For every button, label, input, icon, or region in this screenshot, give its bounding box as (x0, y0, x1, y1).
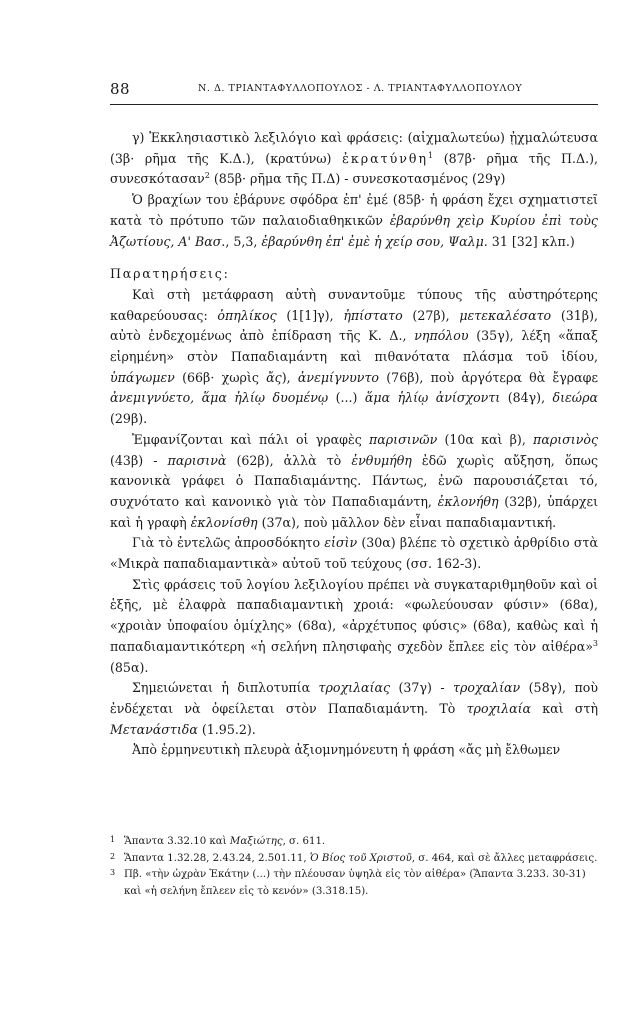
footnote-number: 2 (110, 851, 116, 861)
section-heading-observations: Παρατηρήσεις: (110, 266, 230, 282)
footnote-ref-1: 1 (428, 150, 434, 160)
paragraph-eisin: Γιὰ τὸ ἐντελῶς ἀπροσδόκητο εἰσὶν (30α) βλέπε τὸ σχετικὸ ἀρθρίδιο στὰ «Μικρὰ παπαδιαμαντικὰ» αὐτοῦ τοῦ τεύχους (σσ. 162-3). (110, 535, 598, 572)
footnote-3: 3 Πβ. «τὴν ὠχρὰν Ἑκάτην (...) τὴν πλέουσαν ὑψηλὰ εἰς τὸν αἰθέρα» (Ἅπαντα 3.233. 30-31) καὶ «ἡ σελήνη ἔπλεεν εἰς τὸ κενόν» (3.318.15). (110, 867, 598, 900)
footnote-ref-3: 3 (592, 638, 598, 648)
footnotes (110, 834, 598, 900)
footnote-1: 1 Ἅπαντα 3.32.10 καὶ Μαξιώτης, σ. 611. (110, 834, 598, 851)
body-text (110, 128, 598, 761)
footnote-number: 3 (110, 868, 116, 877)
paragraph-learned-phrases: Στὶς φράσεις τοῦ λογίου λεξιλογίου πρέπει νὰ συγκαταριθμηθοῦν καὶ οἱ ἑξῆς, μὲ ἐλαφρὰ παπαδιαμαντικὴ χροιά: «φωλεύουσαν φύσιν» (68α), «χροιὰν ὑποφαίου ὁμίχλης» (68α), «ἀρχέτυπος φύσις» (68α), καθὼς καὶ ἡ παπαδιαμαντικότερη «ἡ σελήνη πλησιφαὴς σχεδὸν ἔπλεε εἰς τὸν αἰθέρα»$^3$ (85α). (110, 576, 598, 675)
footnote-ref-2: 2 (204, 171, 210, 181)
page-number: 88 (110, 80, 131, 98)
footnote-number: 1 (110, 835, 116, 844)
running-head: Ν. Δ. ΤΡΙΑΝΤΑΦΥΛΛΟΠΟΥΛΟΣ - Λ. ΤΡΙΑΝΤΑΦΥΛΛΟΠΟΥΛΟΥ (198, 83, 523, 94)
paragraph-katharevousa-forms: Καὶ στὴ μετάφραση αὐτὴ συναντοῦμε τύπους τῆς αὐστηρότερης καθαρεύουσας: ὀπηλίκος (1[1]γ), ἠπίστατο (27β), μετεκαλέσατο (31β), αὐτὸ ἐνδεχομένως ἀπὸ ἐπίδραση τῆς Κ. Δ., νηπόλου (35γ), λέξη «ἅπαξ εἰρημένη» στὸν Παπαδιαμάντη καὶ πιθανότατα πλάσμα τοῦ ἰδίου, ὑπάγωμεν (66β· χωρὶς ἄς), ἀνεμίγνυντο (76β), ποὺ ἀργότερα θὰ ἔγραφε ἀνεμιγνύετο, ἅμα ἡλίῳ δυομένῳ (...) ἅμα ἡλίῳ ἀνίσχοντι (84γ), διεώρα (29β). (110, 286, 599, 427)
paragraph-ecclesiastical-vocabulary: γ) Ἐκκλησιαστικὸ λεξιλόγιο καὶ φράσεις: (αἰχμαλωτεύω) ᾐχμαλώτευσα (3β· ρῆμα τῆς Κ.Δ.), (κρατύνω) ἐκρατύνθη$^1$ (87β· ρῆμα τῆς Π.Δ.), συνεσκότασαν$^2$ (85β· ρῆμα τῆς Π.Δ) - συνεσκοτασμένος (29γ) (110, 130, 598, 187)
paragraph-interpretive: Ἀπὸ ἑρμηνευτικὴ πλευρὰ ἀξιομνημόνευτη ἡ φράση «ἄς μὴ ἔλθωμεν (132, 742, 561, 758)
paragraph-brachion-phrase: Ὁ βραχίων του ἐβάρυνε σφόδρα ἐπ' ἐμέ (85β· ἡ φράση ἔχει σχηματιστεῖ κατὰ τὸ πρότυπο τῶν παλαιοδιαθηκικῶν ἐβαρύνθη χεὶρ Κυρίου ἐπὶ τοὺς Ἀζωτίους, Α' Βασ., 5,3, ἐβαρύνθη ἐπ' ἐμὲ ἡ χείρ σου, Ψαλμ. 31 [32] κλπ.) (110, 192, 598, 249)
footnote-2: 2 Ἅπαντα 1.32.28, 2.43.24, 2.501.11, Ὁ Βίος τοῦ Χριστοῦ, σ. 464, καὶ σὲ ἄλλες μεταφράσεις. (110, 851, 598, 868)
page-header (110, 80, 598, 105)
paragraph-spelling-variants: Ἐμφανίζονται καὶ πάλι οἱ γραφὲς παρισινῶν (10α καὶ β), παρισινὸς (43β) - παρισινὰ (62β), ἀλλὰ τὸ ἐνθυμήθη ἐδῶ χωρὶς αὔξηση, ὅπως κανονικὰ γράφει ὁ Παπαδιαμάντης. Πάντως, ἐνῶ παρουσιάζεται τό, συχνότατο καὶ κανονικὸ γιὰ τὸν Παπαδιαμάντη, ἐκλονήθη (32β), ὑπάρχει καὶ ἡ γραφὴ ἐκλονίσθη (37α), ποὺ μᾶλλον δὲν εἶναι παπαδιαμαντική. (110, 431, 599, 530)
paragraph-doublet: Σημειώνεται ἡ διπλοτυπία τροχιλαίας (37γ) - τροχαλίαν (58γ), ποὺ ἐνδέχεται νὰ ὀφείλεται στὸν Παπαδιαμάντη. Τὸ τροχιλαία καὶ στὴ Μετανάστιδα (1.95.2). (110, 680, 598, 737)
